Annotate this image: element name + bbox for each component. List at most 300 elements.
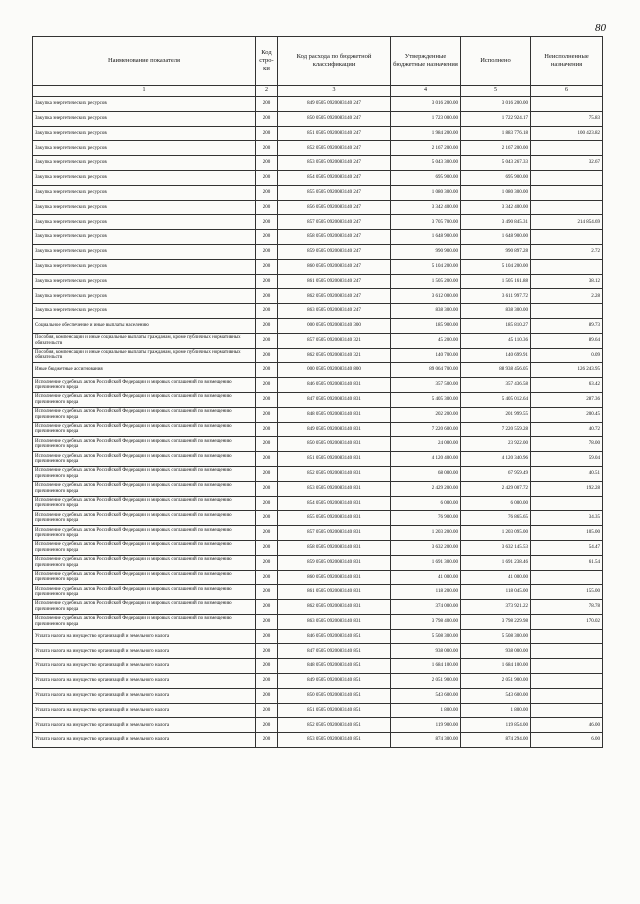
row-executed: 838 300.00: [461, 304, 531, 319]
table-row: [33, 511, 603, 526]
row-line-code: 200: [256, 526, 278, 541]
row-approved: 140 700.00: [391, 348, 461, 363]
row-line-code: 200: [256, 378, 278, 393]
row-unexecuted: [531, 659, 603, 674]
row-executed: 1 722 924.17: [461, 111, 531, 126]
row-unexecuted: 89.73: [531, 318, 603, 333]
row-executed: 41 000.00: [461, 570, 531, 585]
row-line-code: 200: [256, 555, 278, 570]
row-line-code: 200: [256, 230, 278, 245]
row-line-code: 200: [256, 496, 278, 511]
row-line-code: 200: [256, 629, 278, 644]
row-expense-code: 857 0505 0920083140 831: [278, 526, 391, 541]
row-name: Исполнение судебных актов Российской Федерации и мировых соглашений по возмещению причиненного вреда: [33, 570, 256, 585]
row-line-code: 200: [256, 540, 278, 555]
table-row: [33, 200, 603, 215]
row-approved: 374 000.00: [391, 600, 461, 615]
row-executed: 1 684 100.00: [461, 659, 531, 674]
column-number: 5: [461, 86, 531, 97]
row-approved: 838 300.00: [391, 304, 461, 319]
row-expense-code: 858 0505 0920083140 247: [278, 230, 391, 245]
table-row: [33, 466, 603, 481]
row-expense-code: 000 0505 0920083140 800: [278, 363, 391, 378]
budget-execution-table: [32, 36, 603, 748]
table-row: [33, 185, 603, 200]
table-row: [33, 481, 603, 496]
table-row: [33, 170, 603, 185]
row-name: Исполнение судебных актов Российской Федерации и мировых соглашений по возмещению причиненного вреда: [33, 555, 256, 570]
row-expense-code: 857 0505 0920083140 247: [278, 215, 391, 230]
row-expense-code: 847 0505 0920083140 851: [278, 644, 391, 659]
table-row: [33, 422, 603, 437]
row-expense-code: 862 0505 0920083140 247: [278, 289, 391, 304]
column-number: 4: [391, 86, 461, 97]
row-unexecuted: 2.72: [531, 244, 603, 259]
row-executed: 1 505 161.88: [461, 274, 531, 289]
row-approved: 68 000.00: [391, 466, 461, 481]
row-name: Закупка энергетических ресурсов: [33, 126, 256, 141]
row-expense-code: 854 0505 0920083140 831: [278, 496, 391, 511]
row-line-code: 200: [256, 215, 278, 230]
row-line-code: 200: [256, 644, 278, 659]
row-line-code: 200: [256, 274, 278, 289]
row-executed: 140 699.91: [461, 348, 531, 363]
column-number: 2: [256, 86, 278, 97]
table-row: [33, 126, 603, 141]
table-row: [33, 363, 603, 378]
row-expense-code: 863 0505 0920083140 831: [278, 614, 391, 629]
row-line-code: 200: [256, 659, 278, 674]
row-expense-code: 855 0505 0920083140 831: [278, 511, 391, 526]
row-line-code: 200: [256, 318, 278, 333]
table-row: [33, 230, 603, 245]
row-approved: 89 064 700.00: [391, 363, 461, 378]
row-executed: 118 045.00: [461, 585, 531, 600]
row-name: Закупка энергетических ресурсов: [33, 215, 256, 230]
row-executed: 1 080 300.00: [461, 185, 531, 200]
row-unexecuted: [531, 141, 603, 156]
row-name: Исполнение судебных актов Российской Федерации и мировых соглашений по возмещению причиненного вреда: [33, 585, 256, 600]
row-line-code: 200: [256, 185, 278, 200]
row-line-code: 200: [256, 688, 278, 703]
row-expense-code: 000 0505 0920083140 300: [278, 318, 391, 333]
header-unexecuted: Неисполненные назначения: [531, 37, 603, 86]
row-approved: 3 016 200.00: [391, 97, 461, 112]
row-name: Закупка энергетических ресурсов: [33, 141, 256, 156]
row-line-code: 200: [256, 718, 278, 733]
row-expense-code: 853 0505 0920083140 247: [278, 156, 391, 171]
row-executed: 3 342 400.00: [461, 200, 531, 215]
row-unexecuted: 192.28: [531, 481, 603, 496]
row-line-code: 200: [256, 289, 278, 304]
row-executed: 2 167 200.00: [461, 141, 531, 156]
row-line-code: 200: [256, 407, 278, 422]
row-unexecuted: 155.00: [531, 585, 603, 600]
row-executed: 373 921.22: [461, 600, 531, 615]
row-approved: 5 508 300.00: [391, 629, 461, 644]
row-approved: 4 120 400.00: [391, 452, 461, 467]
row-executed: 695 900.00: [461, 170, 531, 185]
row-approved: 5 104 200.00: [391, 259, 461, 274]
row-line-code: 200: [256, 156, 278, 171]
row-approved: 24 000.00: [391, 437, 461, 452]
row-unexecuted: 38.12: [531, 274, 603, 289]
row-expense-code: 850 0505 0920083140 851: [278, 688, 391, 703]
row-line-code: 200: [256, 126, 278, 141]
row-executed: 357 436.58: [461, 378, 531, 393]
row-expense-code: 851 0505 0920083140 851: [278, 703, 391, 718]
row-name: Пособия, компенсации и иные социальные выплаты гражданам, кроме публичных нормативных обязательств: [33, 348, 256, 363]
row-approved: 6 000.00: [391, 496, 461, 511]
row-line-code: 200: [256, 348, 278, 363]
table-row: [33, 318, 603, 333]
row-approved: 1 080 300.00: [391, 185, 461, 200]
page-number: 80: [595, 22, 606, 34]
row-expense-code: 849 0505 0920083140 851: [278, 674, 391, 689]
row-unexecuted: 2.28: [531, 289, 603, 304]
table-row: [33, 570, 603, 585]
row-line-code: 200: [256, 511, 278, 526]
column-number-row: [33, 86, 603, 97]
row-line-code: 200: [256, 200, 278, 215]
row-expense-code: 861 0505 0920083140 247: [278, 274, 391, 289]
row-unexecuted: 214 854.69: [531, 215, 603, 230]
row-expense-code: 860 0505 0920083140 247: [278, 259, 391, 274]
table-row: [33, 97, 603, 112]
row-executed: 185 810.27: [461, 318, 531, 333]
row-executed: 874 294.00: [461, 733, 531, 748]
row-unexecuted: 40.51: [531, 466, 603, 481]
row-executed: 88 938 456.05: [461, 363, 531, 378]
row-line-code: 200: [256, 363, 278, 378]
row-line-code: 200: [256, 333, 278, 348]
row-approved: 990 900.00: [391, 244, 461, 259]
table-row: [33, 215, 603, 230]
row-line-code: 200: [256, 437, 278, 452]
row-unexecuted: [531, 688, 603, 703]
row-approved: 1 648 900.00: [391, 230, 461, 245]
row-approved: 119 900.00: [391, 718, 461, 733]
row-executed: 1 691 238.46: [461, 555, 531, 570]
table-row: [33, 304, 603, 319]
row-executed: 990 897.28: [461, 244, 531, 259]
row-expense-code: 849 0505 0920083140 831: [278, 422, 391, 437]
row-name: Закупка энергетических ресурсов: [33, 185, 256, 200]
row-name: Исполнение судебных актов Российской Федерации и мировых соглашений по возмещению причиненного вреда: [33, 496, 256, 511]
row-approved: 118 200.00: [391, 585, 461, 600]
row-unexecuted: [531, 304, 603, 319]
row-executed: 1 883 776.18: [461, 126, 531, 141]
row-expense-code: 849 0505 0920083140 247: [278, 97, 391, 112]
row-executed: 2 429 007.72: [461, 481, 531, 496]
row-approved: 3 612 000.00: [391, 289, 461, 304]
row-executed: 7 220 559.28: [461, 422, 531, 437]
row-unexecuted: 32.67: [531, 156, 603, 171]
row-unexecuted: 75.83: [531, 111, 603, 126]
row-expense-code: 858 0505 0920083140 831: [278, 540, 391, 555]
row-approved: 1 691 300.00: [391, 555, 461, 570]
row-approved: 1 984 200.00: [391, 126, 461, 141]
row-executed: 5 405 012.64: [461, 392, 531, 407]
row-executed: 201 999.55: [461, 407, 531, 422]
table-row: [33, 259, 603, 274]
table-row: [33, 644, 603, 659]
table-row: [33, 274, 603, 289]
row-executed: 1 800.00: [461, 703, 531, 718]
table-row: [33, 407, 603, 422]
row-unexecuted: [531, 703, 603, 718]
table-row: [33, 156, 603, 171]
row-name: Уплата налога на имущество организаций и земельного налога: [33, 644, 256, 659]
row-expense-code: 863 0505 0920083140 247: [278, 304, 391, 319]
row-approved: 1 723 000.00: [391, 111, 461, 126]
row-line-code: 200: [256, 392, 278, 407]
table-row: [33, 733, 603, 748]
row-unexecuted: 89.64: [531, 333, 603, 348]
row-executed: 1 203 095.00: [461, 526, 531, 541]
row-approved: 185 900.00: [391, 318, 461, 333]
row-approved: 5 043 300.00: [391, 156, 461, 171]
table-row: [33, 378, 603, 393]
row-name: Исполнение судебных актов Российской Федерации и мировых соглашений по возмещению причиненного вреда: [33, 614, 256, 629]
row-unexecuted: 46.00: [531, 718, 603, 733]
row-approved: 938 000.00: [391, 644, 461, 659]
row-name: Исполнение судебных актов Российской Федерации и мировых соглашений по возмещению причиненного вреда: [33, 600, 256, 615]
table-row: [33, 659, 603, 674]
table-row: [33, 674, 603, 689]
row-name: Исполнение судебных актов Российской Федерации и мировых соглашений по возмещению причиненного вреда: [33, 466, 256, 481]
row-expense-code: 852 0505 0920083140 851: [278, 718, 391, 733]
row-approved: 2 429 200.00: [391, 481, 461, 496]
row-name: Закупка энергетических ресурсов: [33, 274, 256, 289]
table-row: [33, 555, 603, 570]
row-approved: 41 000.00: [391, 570, 461, 585]
row-name: Уплата налога на имущество организаций и земельного налога: [33, 733, 256, 748]
row-unexecuted: [531, 674, 603, 689]
row-name: Уплата налога на имущество организаций и земельного налога: [33, 674, 256, 689]
row-expense-code: 851 0505 0920083140 831: [278, 452, 391, 467]
row-approved: 2 051 900.00: [391, 674, 461, 689]
table-row: [33, 703, 603, 718]
row-line-code: 200: [256, 170, 278, 185]
table-row: [33, 540, 603, 555]
row-name: Исполнение судебных актов Российской Федерации и мировых соглашений по возмещению причиненного вреда: [33, 392, 256, 407]
header-expense-code: Код расхода по бюджетной классификации: [278, 37, 391, 86]
row-line-code: 200: [256, 600, 278, 615]
row-approved: 3 342 400.00: [391, 200, 461, 215]
header-line-code: Код стро- ки: [256, 37, 278, 86]
row-name: Закупка энергетических ресурсов: [33, 170, 256, 185]
row-approved: 3 705 700.00: [391, 215, 461, 230]
row-unexecuted: 105.00: [531, 526, 603, 541]
row-name: Закупка энергетических ресурсов: [33, 230, 256, 245]
row-expense-code: 860 0505 0920083140 831: [278, 570, 391, 585]
row-expense-code: 852 0505 0920083140 831: [278, 466, 391, 481]
row-line-code: 200: [256, 481, 278, 496]
row-expense-code: 859 0505 0920083140 831: [278, 555, 391, 570]
row-unexecuted: 170.02: [531, 614, 603, 629]
row-expense-code: 857 0505 0920083140 321: [278, 333, 391, 348]
row-executed: 67 959.49: [461, 466, 531, 481]
table-row: [33, 348, 603, 363]
row-executed: 3 798 229.98: [461, 614, 531, 629]
table-row: [33, 600, 603, 615]
row-line-code: 200: [256, 585, 278, 600]
row-name: Закупка энергетических ресурсов: [33, 156, 256, 171]
table-row: [33, 452, 603, 467]
table-row: [33, 392, 603, 407]
row-unexecuted: [531, 259, 603, 274]
row-unexecuted: 78.00: [531, 437, 603, 452]
row-approved: 45 200.00: [391, 333, 461, 348]
table-row: [33, 585, 603, 600]
row-expense-code: 861 0505 0920083140 831: [278, 585, 391, 600]
row-unexecuted: 200.45: [531, 407, 603, 422]
row-unexecuted: [531, 644, 603, 659]
row-name: Исполнение судебных актов Российской Федерации и мировых соглашений по возмещению причиненного вреда: [33, 452, 256, 467]
row-expense-code: 846 0505 0920083140 851: [278, 629, 391, 644]
row-expense-code: 855 0505 0920083140 247: [278, 185, 391, 200]
header-indicator-name: Наименование показателя: [33, 37, 256, 86]
row-name: Закупка энергетических ресурсов: [33, 111, 256, 126]
row-name: Закупка энергетических ресурсов: [33, 244, 256, 259]
row-name: Иные бюджетные ассигнования: [33, 363, 256, 378]
row-expense-code: 862 0505 0920083140 831: [278, 600, 391, 615]
table-row: [33, 289, 603, 304]
row-line-code: 200: [256, 614, 278, 629]
row-line-code: 200: [256, 703, 278, 718]
row-unexecuted: [531, 170, 603, 185]
row-unexecuted: 0.09: [531, 348, 603, 363]
table-row: [33, 718, 603, 733]
row-unexecuted: 126 243.95: [531, 363, 603, 378]
row-unexecuted: [531, 230, 603, 245]
row-executed: 45 110.36: [461, 333, 531, 348]
table-row: [33, 688, 603, 703]
row-executed: 119 854.00: [461, 718, 531, 733]
row-unexecuted: [531, 570, 603, 585]
row-executed: 5 043 267.33: [461, 156, 531, 171]
row-unexecuted: [531, 496, 603, 511]
row-executed: 23 922.00: [461, 437, 531, 452]
table-row: [33, 629, 603, 644]
table-row: [33, 333, 603, 348]
row-unexecuted: 100 423.82: [531, 126, 603, 141]
row-unexecuted: 40.72: [531, 422, 603, 437]
table-row: [33, 141, 603, 156]
row-name: Уплата налога на имущество организаций и земельного налога: [33, 659, 256, 674]
table-row: [33, 244, 603, 259]
row-expense-code: 846 0505 0920083140 831: [278, 378, 391, 393]
row-name: Уплата налога на имущество организаций и земельного налога: [33, 718, 256, 733]
row-approved: 76 900.00: [391, 511, 461, 526]
row-expense-code: 850 0505 0920083140 831: [278, 437, 391, 452]
row-line-code: 200: [256, 466, 278, 481]
row-name: Исполнение судебных актов Российской Федерации и мировых соглашений по возмещению причиненного вреда: [33, 526, 256, 541]
row-executed: 543 600.00: [461, 688, 531, 703]
row-unexecuted: 34.35: [531, 511, 603, 526]
row-line-code: 200: [256, 674, 278, 689]
row-unexecuted: [531, 185, 603, 200]
row-approved: 5 405 300.00: [391, 392, 461, 407]
table-row: [33, 614, 603, 629]
row-name: Закупка энергетических ресурсов: [33, 97, 256, 112]
row-line-code: 200: [256, 452, 278, 467]
column-number: 1: [33, 86, 256, 97]
row-executed: 938 000.00: [461, 644, 531, 659]
row-executed: 5 104 200.00: [461, 259, 531, 274]
row-executed: 6 000.00: [461, 496, 531, 511]
row-line-code: 200: [256, 422, 278, 437]
row-line-code: 200: [256, 304, 278, 319]
row-approved: 2 167 200.00: [391, 141, 461, 156]
row-executed: 4 120 340.96: [461, 452, 531, 467]
row-unexecuted: [531, 97, 603, 112]
row-unexecuted: 54.47: [531, 540, 603, 555]
row-name: Исполнение судебных актов Российской Федерации и мировых соглашений по возмещению причиненного вреда: [33, 437, 256, 452]
row-approved: 7 220 600.00: [391, 422, 461, 437]
row-line-code: 200: [256, 111, 278, 126]
row-name: Социальное обеспечение и иные выплаты населению: [33, 318, 256, 333]
row-line-code: 200: [256, 97, 278, 112]
table-row: [33, 437, 603, 452]
column-number: 6: [531, 86, 603, 97]
header-row: [33, 37, 603, 86]
row-expense-code: 851 0505 0920083140 247: [278, 126, 391, 141]
row-name: Закупка энергетических ресурсов: [33, 200, 256, 215]
row-name: Закупка энергетических ресурсов: [33, 259, 256, 274]
row-name: Уплата налога на имущество организаций и земельного налога: [33, 688, 256, 703]
row-unexecuted: 59.04: [531, 452, 603, 467]
row-unexecuted: [531, 200, 603, 215]
row-executed: 76 865.65: [461, 511, 531, 526]
row-expense-code: 862 0505 0920083140 321: [278, 348, 391, 363]
row-line-code: 200: [256, 244, 278, 259]
row-expense-code: 859 0505 0920083140 247: [278, 244, 391, 259]
row-name: Пособия, компенсации и иные социальные выплаты гражданам, кроме публичных нормативных обязательств: [33, 333, 256, 348]
row-line-code: 200: [256, 141, 278, 156]
row-executed: 3 611 997.72: [461, 289, 531, 304]
row-name: Закупка энергетических ресурсов: [33, 304, 256, 319]
row-name: Исполнение судебных актов Российской Федерации и мировых соглашений по возмещению причиненного вреда: [33, 481, 256, 496]
row-name: Исполнение судебных актов Российской Федерации и мировых соглашений по возмещению причиненного вреда: [33, 378, 256, 393]
row-approved: 1 800.00: [391, 703, 461, 718]
row-expense-code: 853 0505 0920083140 831: [278, 481, 391, 496]
row-approved: 1 203 200.00: [391, 526, 461, 541]
row-approved: 3 632 200.00: [391, 540, 461, 555]
row-expense-code: 852 0505 0920083140 247: [278, 141, 391, 156]
row-unexecuted: 61.54: [531, 555, 603, 570]
row-expense-code: 848 0505 0920083140 851: [278, 659, 391, 674]
row-executed: 3 632 145.53: [461, 540, 531, 555]
row-expense-code: 848 0505 0920083140 831: [278, 407, 391, 422]
row-expense-code: 854 0505 0920083140 247: [278, 170, 391, 185]
row-approved: 543 600.00: [391, 688, 461, 703]
row-expense-code: 847 0505 0920083140 831: [278, 392, 391, 407]
row-line-code: 200: [256, 733, 278, 748]
row-approved: 1 505 200.00: [391, 274, 461, 289]
row-unexecuted: 78.78: [531, 600, 603, 615]
row-name: Исполнение судебных актов Российской Федерации и мировых соглашений по возмещению причиненного вреда: [33, 511, 256, 526]
row-name: Уплата налога на имущество организаций и земельного налога: [33, 703, 256, 718]
row-name: Закупка энергетических ресурсов: [33, 289, 256, 304]
row-unexecuted: 287.36: [531, 392, 603, 407]
row-executed: 1 648 900.00: [461, 230, 531, 245]
row-approved: 1 684 100.00: [391, 659, 461, 674]
table-row: [33, 496, 603, 511]
row-approved: 874 300.00: [391, 733, 461, 748]
row-name: Исполнение судебных актов Российской Федерации и мировых соглашений по возмещению причиненного вреда: [33, 422, 256, 437]
